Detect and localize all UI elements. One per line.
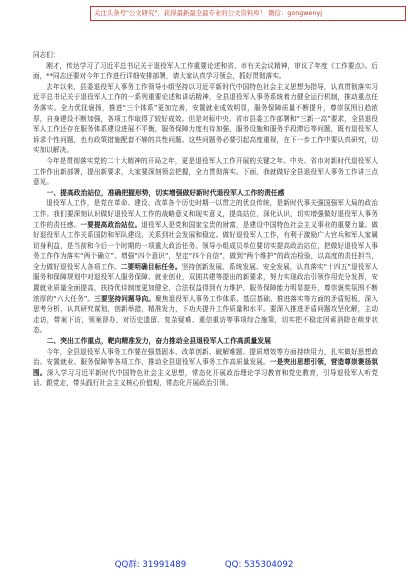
document-body (33, 50, 378, 389)
section-2-point-1-title: 一是突出思想引领，营造尊崇褒扬氛围。 (33, 358, 378, 377)
section-2-heading: 二、突出工作重点，靶向精准发力，奋力推动全县退役军人工作高质量发展 (46, 337, 271, 346)
paragraph-3: 今年是贯彻落实党的二十大精神的开局之年，更是退役军人工作开展的关键之年。中央、省市对新时代退役军人工作作出新部署，提出新要求，大家要深刻领会把握，全力贯彻落实。下面，我就做好全县退役军人事务工作讲三点意见。 (33, 156, 378, 187)
paragraph-4 (33, 198, 378, 336)
salutation: 同志们： (33, 51, 60, 59)
point-1-text: 退役军人是党和国家宝贵的财富，是建设中国特色社会主义事业的重要力量。做好退役军人工作关系国防和军队建设，关系到社会发展和稳定。做好退役军人工作，有利于激励广大官兵和军人家属切身利益，是当前和今后一个时期的一项重大政治任务。领导小组成员单位要切实提高政治站位，把做好退役军人事务工作作为落实“两个确立”、增强“四个意识”，坚定“四个自信”，做到“两个维护”的政治检验，以高度的责任担当，全力做好退役军人各项工作。 (33, 220, 378, 271)
point-3-text: 聚焦退役军人事务工作体系、基层基础、推进落实等方面的矛盾短板，深入思考分析，认真研究谋划，创新举措，精准发力，下功夫提升工作质量和水平。要深入推进矛盾问题攻坚化解，主动走访，带案下访，领案督办，对历史遗留、复杂疑难、重信重访等事项综合施策，切实把不稳定因素消除在萌芽状态。 (33, 294, 378, 335)
header-banner: 关注头条号"公文研究"，获得最新最全最专业的公文资料库！ 微信：gongwenyj (90, 6, 406, 21)
section-1-heading: 一、提高政治站位，准确把握形势，切实增强做好新时代退役军人工作的责任感 (46, 188, 285, 197)
section-2-point-1-text: 深入学习习近平新时代中国特色社会主义思想，常态化开展政治理论学习教育和党史教育，引导退役军人听党话、跟党走，带头践行社会主义核心价值观，常态化开展政治引领。 (33, 368, 378, 388)
paragraph-1: 刚才，传达学习了习近平总书记关于退役军人工作重要论述和省、市有关会议精神，审议了年度《工作要点》。后面，**同志还要对今年工作进行详细安排部署，请大家认真学习领会，抓好贯彻落实。 (33, 61, 378, 81)
footer-qq: QQ: 535304092 (224, 560, 294, 570)
point-1-title: 一要提高政治站位。 (80, 220, 142, 229)
paragraph-4-intro: 退役军人工作，是党在革命、建设、改革各个历史时期一以贯之的优良传统，是新时代事关强国强军大局的政治工作。我们要深刻认识做好退役军人工作的战略意义和现实意义，提高站位，深化认识，切实增强做好退役军人事务工作的责任感。 (33, 199, 378, 229)
footer-qq-group: QQ群: 31991489 (114, 560, 187, 570)
paragraph-5-intro: 今年，全县退役军人事务工作要在强基固本、改革创新、破解难题、提质增效等方面持续用力，扎实做好思想政治、安置就业、服务保障等各项工作，推动全县退役军人事务工作高质量发展。 (33, 347, 378, 367)
point-2-text: 坚持创新发展、系统发展、安全发展，认真落实“十四五”退役军人服务和保障规划中对退役军人服务保障、就业创业，双拥共建等提出的新要求，努力实现政治引领作用充分发挥，安置就业质量全面提高，扶持优待制度更加健全，合法权益得到有力维护，服务保障能力明显提升，尊崇褒奖氛围不断浓厚的“六大任务”。 (33, 262, 378, 303)
paragraph-5 (33, 347, 378, 389)
footer-contact (0, 558, 408, 570)
paragraph-2: 去年以来，县委退役军人事务工作领导小组坚持以习近平新时代中国特色社会主义思想为指导，认真贯彻落实习近平总书记关于退役军人工作的一系列重要论述和讲话精神，全县退役军人事务系统着力健全运行机制，推动重点任务落实。全力优抚褒扬，推进“三个体系”更加完善，安置就业成效明显，服务保障质量不断提升，尊崇氛围日趋浓厚，自身建设不断加强，各项工作取得了较好成效。但是对标中央、省市县委工作部署和“三新一高”要求，全县退役军人工作还存在服务体系建设进展不平衡，服务保障力度有待加强，服务设施和服务手段滞后等问题，既有退役军人诉求个性问题，也有政策措施配套不够的共性问题。这些问题务必要引起高度重视，在下一步工作中要认真研究，切实加以解决。 (33, 82, 378, 155)
point-2-title: 二要明确目标任务。 (120, 262, 182, 271)
point-3-title: 三要坚持问题导向。 (94, 294, 156, 303)
